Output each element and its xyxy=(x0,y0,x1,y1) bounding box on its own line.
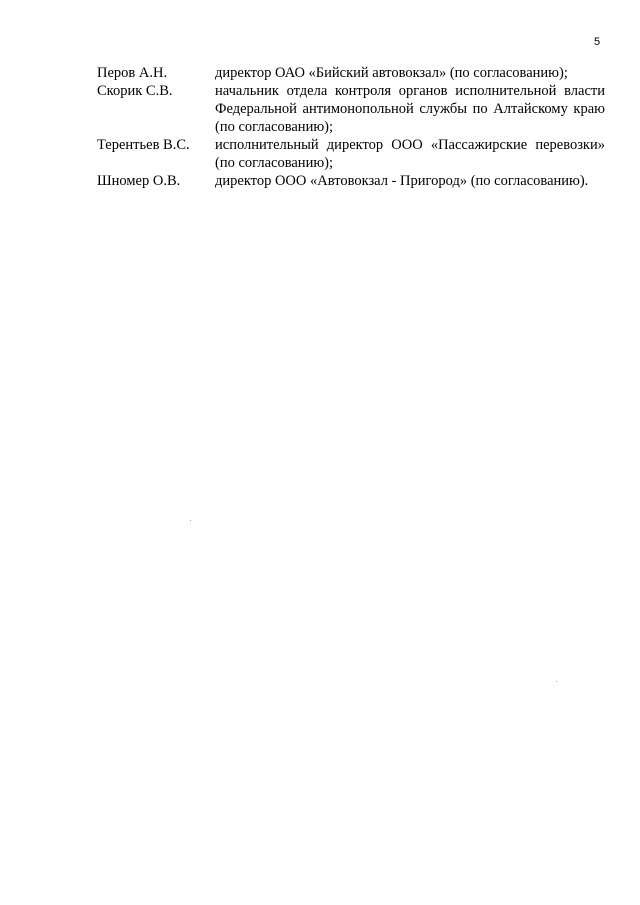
member-row xyxy=(97,64,605,82)
member-position: начальник отдела контроля органов исполнительной власти Федеральной антимонопольной службы по Алтайскому краю (по согласованию); xyxy=(215,83,605,135)
page-number: 5 xyxy=(594,36,601,48)
member-name: Перов А.Н. xyxy=(97,65,168,81)
member-row xyxy=(97,136,605,172)
member-name: Шномер О.В. xyxy=(97,173,181,189)
members-list xyxy=(97,64,605,190)
member-name: Скорик С.В. xyxy=(97,83,173,99)
member-position: исполнительный директор ООО «Пассажирские перевозки» (по согласованию); xyxy=(215,137,605,171)
scan-speck xyxy=(556,681,557,682)
member-position: директор ОАО «Бийский автовокзал» (по согласованию); xyxy=(215,65,568,81)
member-row xyxy=(97,82,605,136)
scan-speck xyxy=(190,520,191,521)
member-row xyxy=(97,172,605,190)
member-name: Терентьев В.С. xyxy=(97,137,190,153)
member-position: директор ООО «Автовокзал - Пригород» (по согласованию). xyxy=(215,173,589,189)
